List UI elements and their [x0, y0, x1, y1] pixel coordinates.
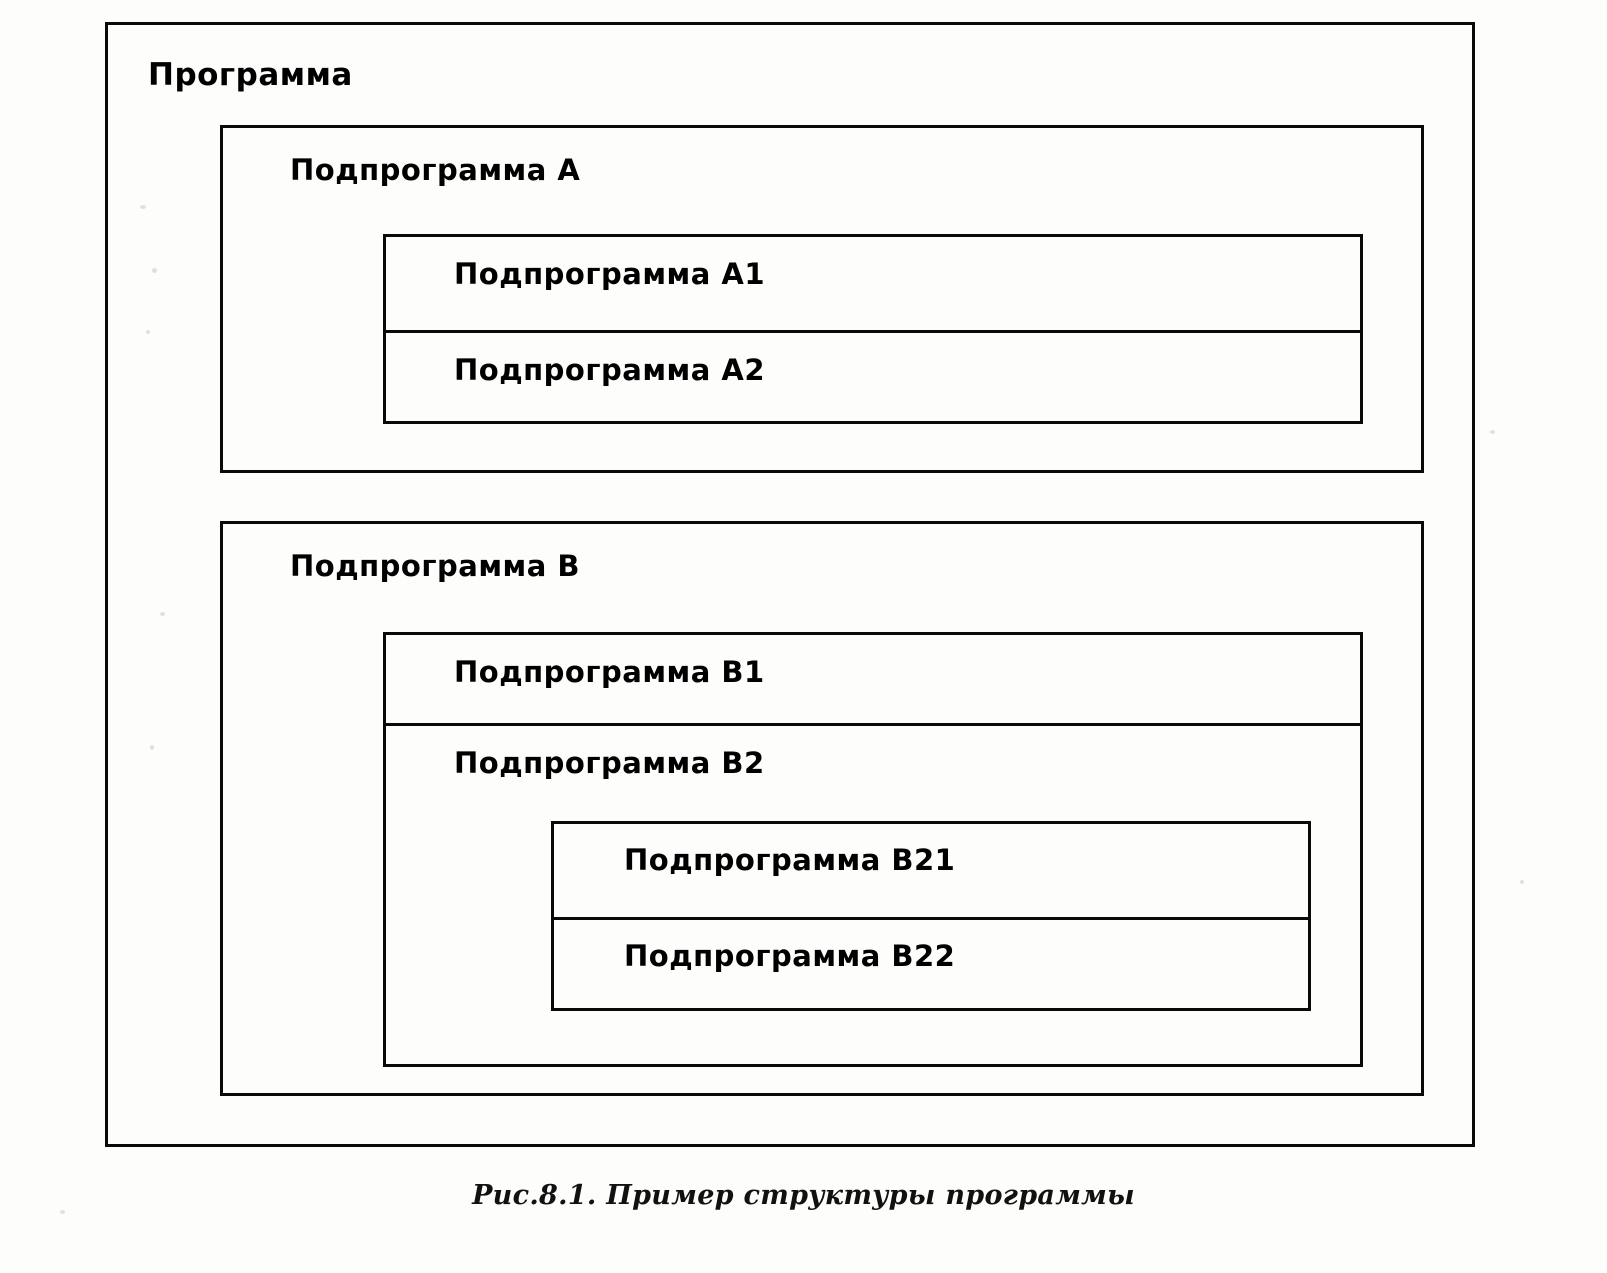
- block-program: [105, 22, 1475, 1147]
- block-subprogram-b21-label: Подпрограмма В21: [624, 843, 956, 877]
- block-subprogram-b21: [554, 824, 1308, 917]
- block-subprogram-a: [220, 125, 1424, 473]
- block-subprogram-b22: [554, 917, 1308, 1008]
- figure-caption: Рис.8.1. Пример структуры программы: [472, 1180, 1135, 1211]
- block-subprogram-b: [220, 521, 1424, 1096]
- block-subprogram-a1-label: Подпрограмма А1: [454, 257, 766, 291]
- block-subprogram-a-children-group: [383, 234, 1363, 424]
- block-subprogram-a1: [386, 237, 1360, 330]
- scan-speck: [1520, 880, 1524, 884]
- block-subprogram-b-label: Подпрограмма В: [290, 549, 580, 583]
- block-subprogram-b1: [386, 635, 1360, 723]
- program-structure-diagram: [105, 22, 1475, 1147]
- scan-speck: [1490, 430, 1495, 434]
- block-subprogram-b1-label: Подпрограмма В1: [454, 655, 765, 689]
- block-subprogram-b-children-group: [383, 632, 1363, 1067]
- block-subprogram-b22-label: Подпрограмма В22: [624, 939, 956, 973]
- block-program-label: Программа: [148, 57, 353, 93]
- block-subprogram-a2-label: Подпрограмма А2: [454, 353, 766, 387]
- block-subprogram-a2: [386, 330, 1360, 421]
- block-subprogram-a-label: Подпрограмма А: [290, 153, 581, 187]
- block-subprogram-b2-children-group: [551, 821, 1311, 1011]
- block-subprogram-b2-label: Подпрограмма В2: [454, 746, 765, 780]
- block-subprogram-b2: [386, 723, 1360, 1064]
